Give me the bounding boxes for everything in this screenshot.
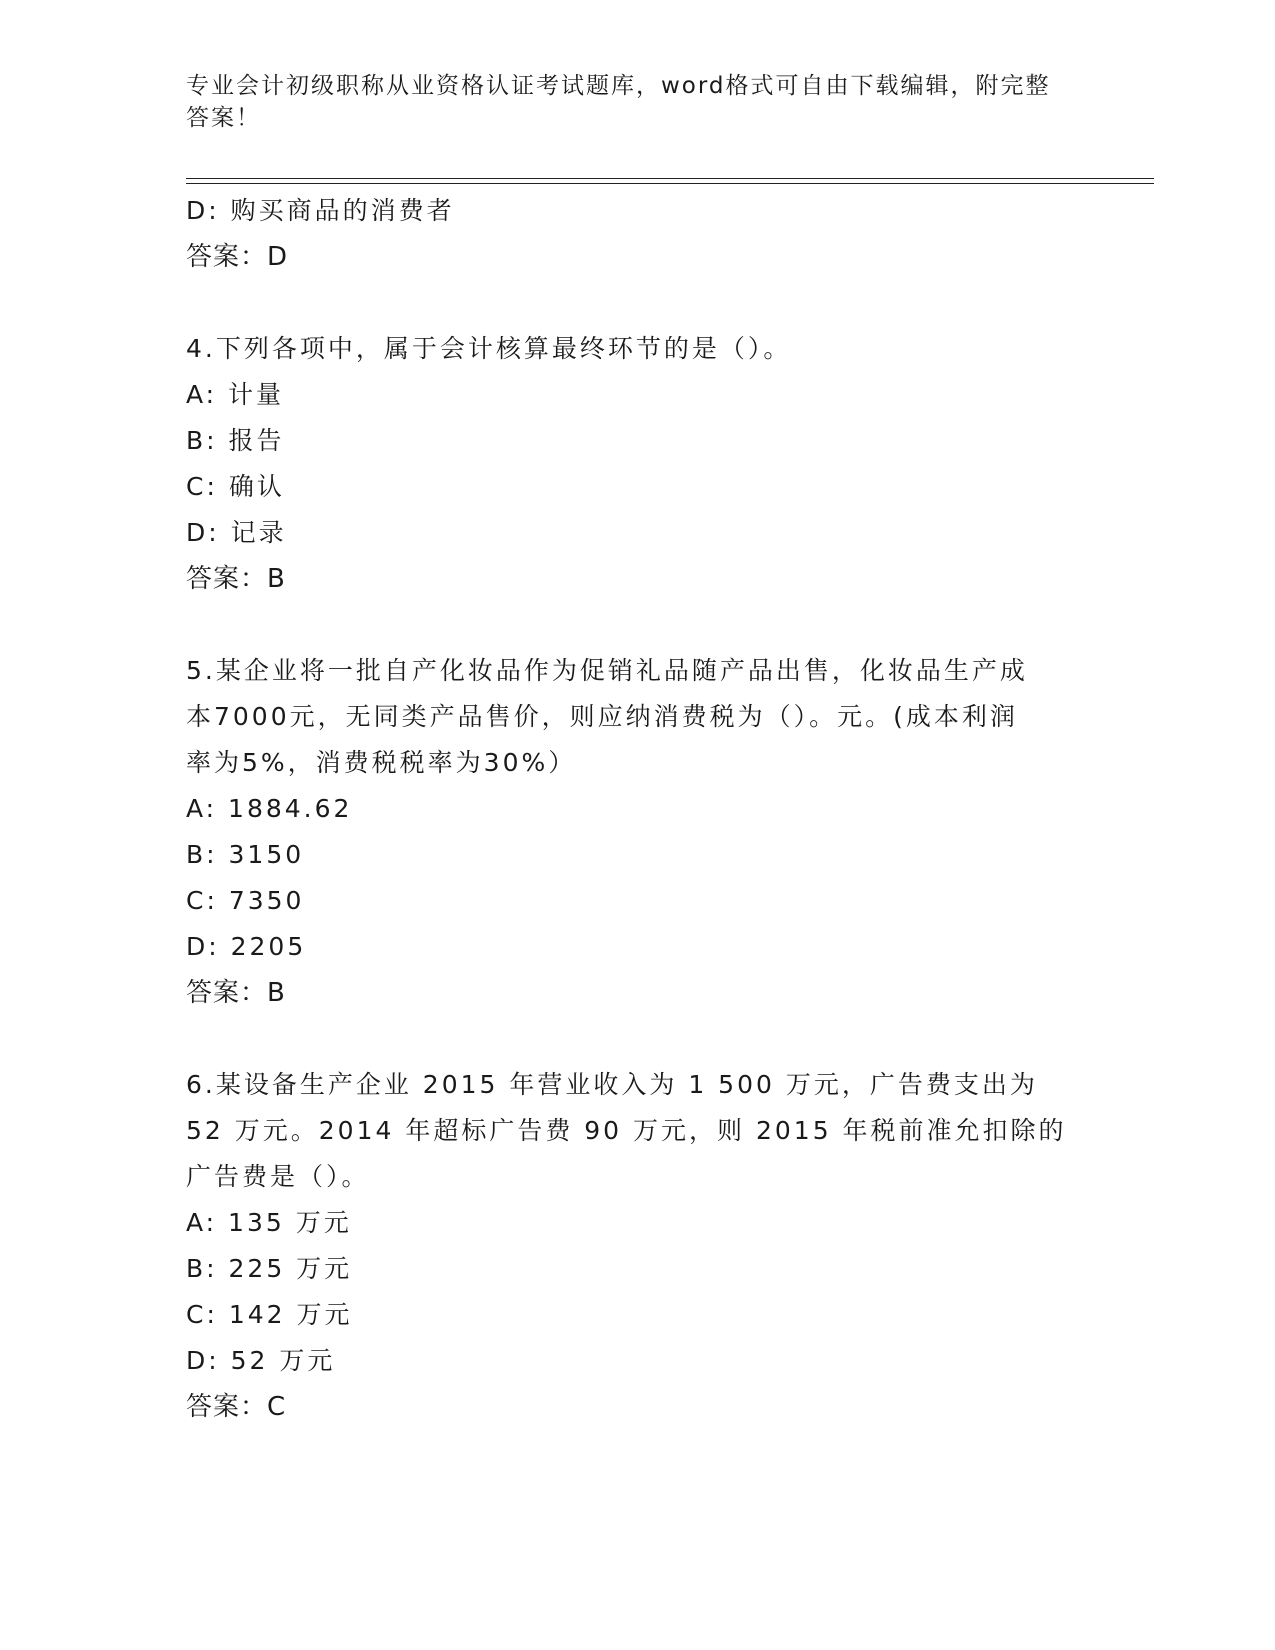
q5-answer: 答案：B <box>186 978 286 1008</box>
q5-option-a: A: 1884.62 <box>186 794 353 823</box>
header-rule-top <box>186 178 1154 179</box>
q4-option-b: B: 报告 <box>186 426 285 455</box>
q5-option-d: D: 2205 <box>186 932 307 961</box>
q5-option-c: C: 7350 <box>186 886 305 915</box>
q4-option-d: D: 记录 <box>186 518 287 547</box>
q6-question-line-1: 6.某设备生产企业 2015 年营业收入为 1 500 万元，广告费支出为 <box>186 1070 1038 1099</box>
q5-question-line-3: 率为5%，消费税税率为30%） <box>186 748 577 777</box>
q4-answer: 答案：B <box>186 564 286 594</box>
q6-option-c: C: 142 万元 <box>186 1300 353 1329</box>
q5-question-line-1: 5.某企业将一批自产化妆品作为促销礼品随产品出售，化妆品生产成 <box>186 656 1028 685</box>
q4-option-a: A: 计量 <box>186 380 285 409</box>
q6-option-b: B: 225 万元 <box>186 1254 353 1283</box>
q3-answer: 答案：D <box>186 242 289 272</box>
q4-question: 4.下列各项中，属于会计核算最终环节的是（）。 <box>186 334 792 363</box>
page-header: 专业会计初级职称从业资格认证考试题库，word格式可自由下载编辑，附完整答案！ <box>186 73 1051 131</box>
q5-option-b: B: 3150 <box>186 840 305 869</box>
q5-question-line-2: 本7000元，无同类产品售价，则应纳消费税为（）。元。(成本利润 <box>186 702 1018 731</box>
q6-answer: 答案：C <box>186 1392 287 1422</box>
question-list <box>186 188 1066 1430</box>
q6-option-d: D: 52 万元 <box>186 1346 336 1375</box>
spacer <box>186 1016 1066 1062</box>
header-rule-bottom <box>186 183 1154 184</box>
q3-option-d: D: 购买商品的消费者 <box>186 196 455 225</box>
spacer <box>186 280 1066 326</box>
q6-question-line-2: 52 万元。2014 年超标广告费 90 万元，则 2015 年税前准允扣除的 <box>186 1116 1067 1145</box>
q6-question-line-3: 广告费是（）。 <box>186 1162 370 1191</box>
q6-option-a: A: 135 万元 <box>186 1208 352 1237</box>
q4-option-c: C: 确认 <box>186 472 285 501</box>
spacer <box>186 602 1066 648</box>
